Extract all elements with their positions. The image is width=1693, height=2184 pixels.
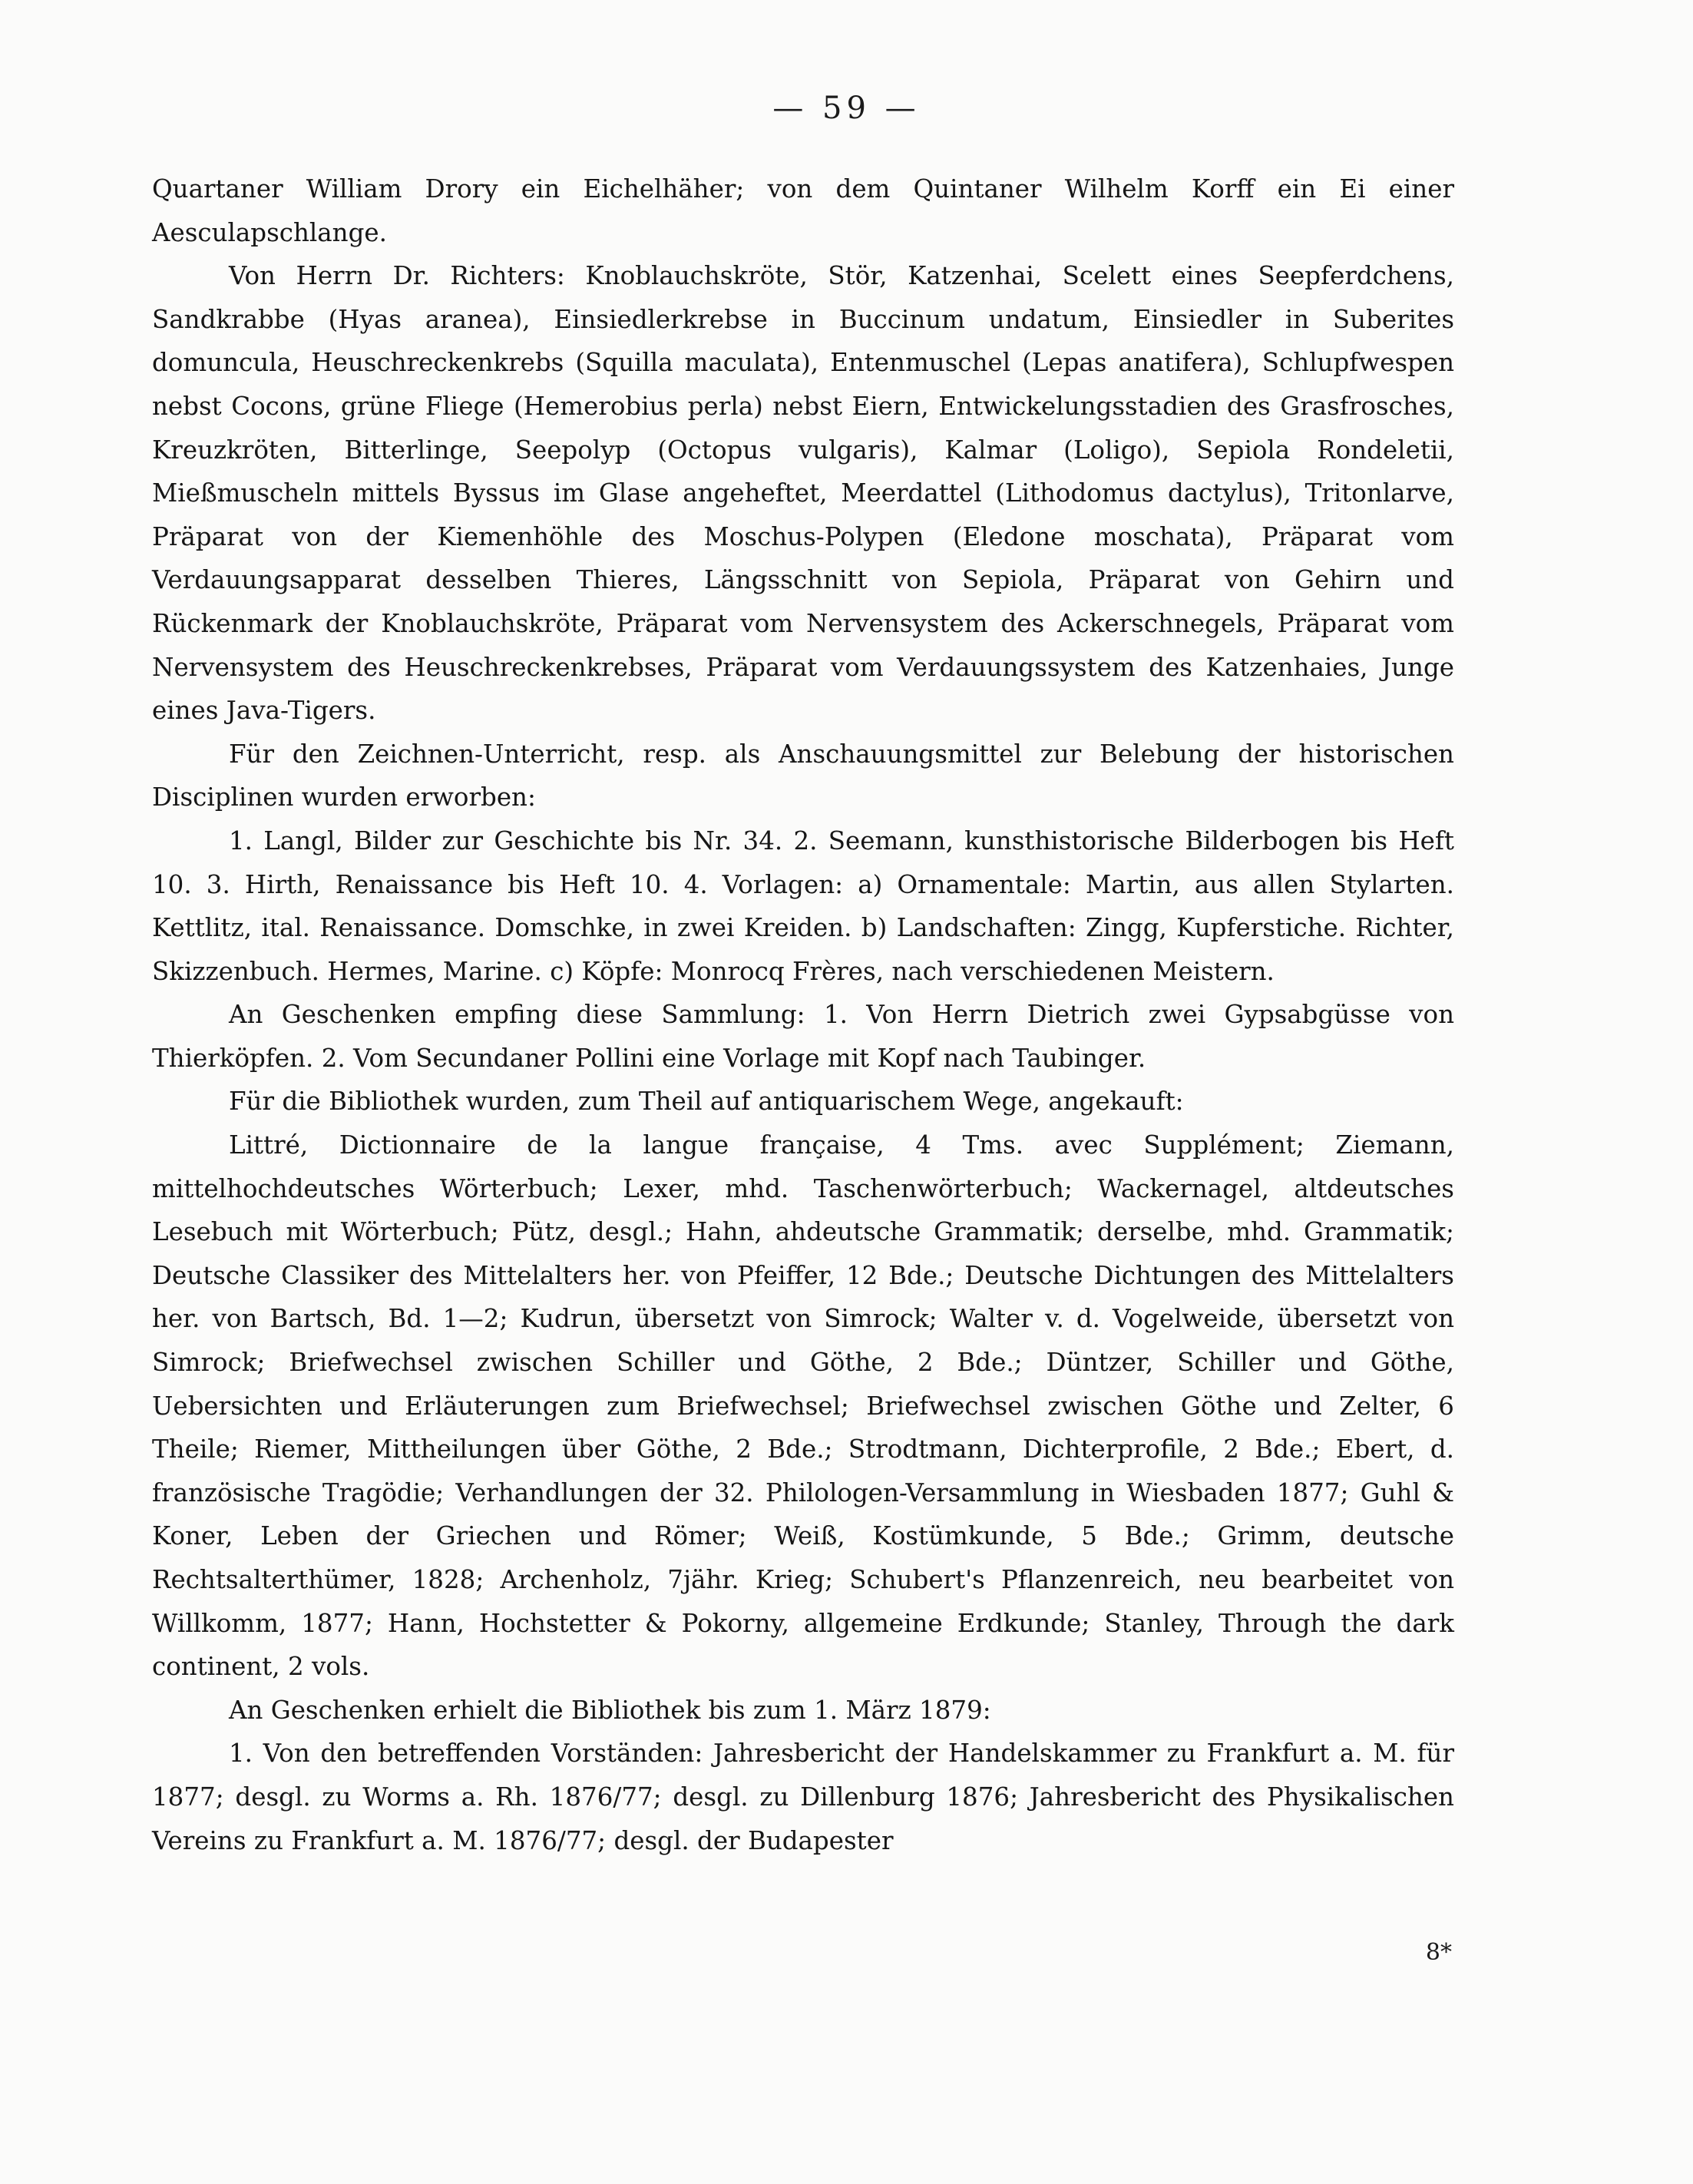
paragraph-6: Für die Bibliothek wurden, zum Theil auf antiquarischem Wege, angekauft: bbox=[229, 1087, 1184, 1117]
paragraph-5: An Geschenken empfing diese Sammlung: 1. Von Herrn Dietrich zwei Gypsabgüsse von Thierköpfen. 2. Vom Secundaner Pollini eine Vorlage mit Kopf nach Taubinger. bbox=[152, 1000, 1454, 1073]
paragraph-4: 1. Langl, Bilder zur Geschichte bis Nr. 34. 2. Seemann, kunsthistorische Bilderbogen bis Heft 10. 3. Hirth, Renaissance bis Heft 10. 4. Vorlagen: a) Ornamentale: Martin, aus allen Stylarten. Kettlitz, ital. Renaissance. Domschke, in zwei Kreiden. b) Landschaften: Zingg, Kupferstiche. Richter, Skizzenbuch. Hermes, Marine. c) Köpfe: Monrocq Frères, nach verschiedenen Meistern. bbox=[152, 826, 1454, 986]
page-number-header: — 59 — bbox=[772, 91, 921, 126]
paragraph-8: An Geschenken erhielt die Bibliothek bis zum 1. März 1879: bbox=[229, 1695, 991, 1725]
paragraph-7: Littré, Dictionnaire de la langue française, 4 Tms. avec Supplément; Ziemann, mittelhochdeutsches Wörterbuch; Lexer, mhd. Taschenwörterbuch; Wackernagel, altdeutsches Lesebuch mit Wörterbuch; Pütz, desgl.; Hahn, ahdeutsche Grammatik; derselbe, mhd. Grammatik; Deutsche Classiker des Mittelalters her. von Pfeiffer, 12 Bde.; Deutsche Dichtungen des Mittelalters her. von Bartsch, Bd. 1—2; Kudrun, übersetzt von Simrock; Walter v. d. Vogelweide, übersetzt von Simrock; Briefwechsel zwischen Schiller und Göthe, 2 Bde.; Düntzer, Schiller und Göthe, Uebersichten und Erläuterungen zum Briefwechsel; Briefwechsel zwischen Göthe und Zelter, 6 Theile; Riemer, Mittheilungen über Göthe, 2 Bde.; Strodtmann, Dichterprofile, 2 Bde.; Ebert, d. französische Tragödie; Verhandlungen der 32. Philologen-Versammlung in Wiesbaden 1877; Guhl & Koner, Leben der Griechen und Römer; Weiß, Kostümkunde, 5 Bde.; Grimm, deutsche Rechtsalterthümer, 1828; Archenholz, 7jähr. Krieg; Schubert's Pflanzenreich, neu bearbeitet von Willkomm, 1877; Hann, Hochstetter & Pokorny, allgemeine Erdkunde; Stanley, Through the dark continent, 2 vols. bbox=[152, 1130, 1454, 1682]
paragraph-2: Von Herrn Dr. Richters: Knoblauchskröte, Stör, Katzenhai, Scelett eines Seepferdchens, Sandkrabbe (Hyas aranea), Einsiedlerkrebse in Buccinum undatum, Einsiedler in Suberites domuncula, Heuschreckenkrebs (Squilla maculata), Entenmuschel (Lepas anatifera), Schlupfwespen nebst Cocons, grüne Fliege (Hemerobius perla) nebst Eiern, Entwickelungsstadien des Grasfrosches, Kreuzkröten, Bitterlinge, Seepolyp (Octopus vulgaris), Kalmar (Loligo), Sepiola Rondeletii, Mießmuscheln mittels Byssus im Glase angeheftet, Meerdattel (Lithodomus dactylus), Tritonlarve, Präparat von der Kiemenhöhle des Moschus-Polypen (Eledone moschata), Präparat vom Verdauungsapparat desselben Thieres, Längsschnitt von Sepiola, Präparat von Gehirn und Rückenmark der Knoblauchskröte, Präparat vom Nervensystem des Ackerschnegels, Präparat vom Nervensystem des Heuschreckenkrebses, Präparat vom Verdauungssystem des Katzenhaies, Junge eines Java-Tigers. bbox=[152, 261, 1454, 726]
body-text bbox=[152, 167, 1454, 1862]
paragraph-1: Quartaner William Drory ein Eichelhäher; von dem Quintaner Wilhelm Korff ein Ei einer Aesculapschlange. bbox=[152, 174, 1454, 247]
paragraph-3: Für den Zeichnen-Unterricht, resp. als Anschauungsmittel zur Belebung der historischen Disciplinen wurden erworben: bbox=[152, 739, 1454, 812]
paragraph-9: 1. Von den betreffenden Vorständen: Jahresbericht der Handelskammer zu Frankfurt a. M. für 1877; desgl. zu Worms a. Rh. 1876/77; desgl. zu Dillenburg 1876; Jahresbericht des Physikalischen Vereins zu Frankfurt a. M. 1876/77; desgl. der Budapester bbox=[152, 1739, 1454, 1855]
signature-mark: 8* bbox=[1425, 1939, 1452, 1966]
